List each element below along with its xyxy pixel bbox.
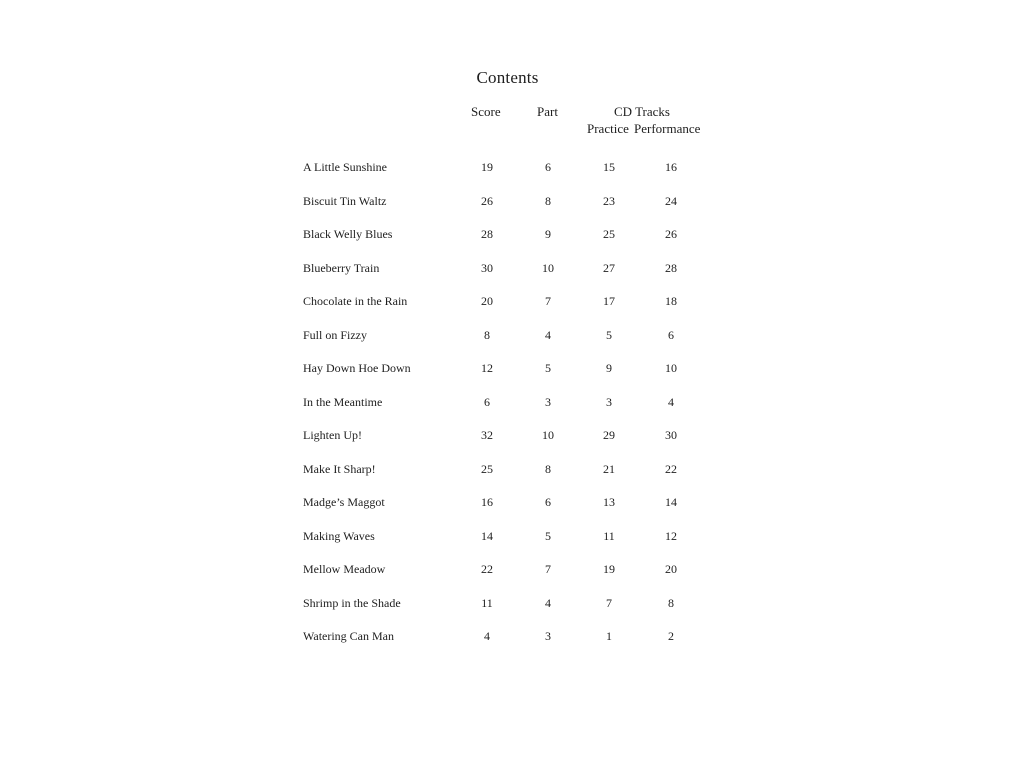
- performance-track: 12: [665, 528, 677, 543]
- piece-title: Making Waves: [303, 528, 375, 543]
- performance-track: 18: [665, 294, 677, 308]
- performance-track: 4: [668, 394, 674, 409]
- part-page: 8: [545, 461, 551, 476]
- practice-track: 1: [606, 629, 612, 643]
- column-header-practice: Practice: [587, 121, 629, 136]
- score-page: 30: [481, 260, 493, 275]
- table-row: [0, 629, 1024, 663]
- column-header-cd-tracks: CD Tracks: [614, 104, 670, 119]
- practice-track: 13: [603, 495, 615, 509]
- piece-title: Shrimp in the Shade: [303, 595, 401, 610]
- piece-title: Hay Down Hoe Down: [303, 361, 411, 375]
- table-row: [0, 562, 1024, 596]
- practice-track: 7: [606, 595, 612, 610]
- part-page: 4: [545, 327, 551, 342]
- part-page: 6: [545, 160, 551, 174]
- practice-track: 11: [603, 528, 615, 543]
- practice-track: 21: [603, 461, 615, 476]
- table-row: [0, 328, 1024, 362]
- score-page: 12: [481, 361, 493, 375]
- table-row: [0, 294, 1024, 328]
- score-page: 6: [484, 394, 490, 409]
- performance-track: 20: [665, 562, 677, 576]
- piece-title: Madge’s Maggot: [303, 495, 385, 509]
- table-row: [0, 395, 1024, 429]
- performance-track: 6: [668, 327, 674, 342]
- table-row: [0, 596, 1024, 630]
- part-page: 7: [545, 294, 551, 308]
- performance-track: 10: [665, 361, 677, 375]
- piece-title: Full on Fizzy: [303, 327, 368, 342]
- practice-track: 3: [606, 394, 612, 409]
- performance-track: 8: [668, 595, 674, 610]
- table-row: [0, 495, 1024, 529]
- part-page: 5: [545, 528, 551, 543]
- part-page: 10: [542, 260, 554, 275]
- score-page: 19: [481, 160, 493, 174]
- piece-title: Watering Can Man: [303, 629, 395, 643]
- piece-title: A Little Sunshine: [303, 160, 387, 174]
- score-page: 32: [481, 428, 493, 442]
- part-page: 10: [542, 428, 554, 442]
- practice-track: 25: [603, 227, 615, 241]
- score-page: 8: [484, 327, 490, 342]
- practice-track: 27: [603, 260, 615, 275]
- practice-track: 9: [606, 361, 612, 375]
- practice-track: 5: [606, 327, 612, 342]
- column-header-performance: Performance: [634, 121, 701, 136]
- table-row: [0, 529, 1024, 563]
- piece-title: Chocolate in the Rain: [303, 294, 408, 308]
- part-page: 5: [545, 361, 551, 375]
- contents-table: [0, 160, 1024, 663]
- table-row: [0, 227, 1024, 261]
- performance-track: 22: [665, 461, 677, 476]
- piece-title: In the Meantime: [303, 394, 383, 409]
- score-page: 16: [481, 495, 493, 509]
- piece-title: Lighten Up!: [303, 428, 362, 442]
- piece-title: Mellow Meadow: [303, 562, 386, 576]
- performance-track: 2: [668, 629, 674, 643]
- performance-track: 26: [665, 227, 677, 241]
- part-page: 4: [545, 595, 551, 610]
- practice-track: 29: [603, 428, 615, 442]
- piece-title: Black Welly Blues: [303, 227, 393, 241]
- column-header-part: Part: [537, 104, 558, 119]
- practice-track: 23: [603, 193, 615, 208]
- table-row: [0, 194, 1024, 228]
- practice-track: 17: [603, 294, 615, 308]
- performance-track: 14: [665, 495, 677, 509]
- score-page: 4: [484, 629, 490, 643]
- piece-title: Blueberry Train: [303, 260, 380, 275]
- part-page: 6: [545, 495, 551, 509]
- table-row: [0, 361, 1024, 395]
- practice-track: 15: [603, 160, 615, 174]
- column-header-score: Score: [471, 104, 501, 119]
- part-page: 9: [545, 227, 551, 241]
- score-page: 28: [481, 227, 493, 241]
- score-page: 20: [481, 294, 493, 308]
- table-row: [0, 428, 1024, 462]
- score-page: 25: [481, 461, 493, 476]
- practice-track: 19: [603, 562, 615, 576]
- part-page: 3: [545, 629, 551, 643]
- table-row: [0, 261, 1024, 295]
- page-title: Contents: [476, 68, 539, 87]
- score-page: 14: [481, 528, 493, 543]
- table-row: [0, 462, 1024, 496]
- part-page: 7: [545, 562, 551, 576]
- performance-track: 30: [665, 428, 677, 442]
- table-row: [0, 160, 1024, 194]
- score-page: 26: [481, 193, 493, 208]
- score-page: 22: [481, 562, 493, 576]
- performance-track: 24: [665, 193, 677, 208]
- performance-track: 28: [665, 260, 677, 275]
- performance-track: 16: [665, 160, 677, 174]
- piece-title: Make It Sharp!: [303, 461, 376, 476]
- score-page: 11: [481, 595, 493, 610]
- part-page: 3: [545, 394, 551, 409]
- part-page: 8: [545, 193, 551, 208]
- piece-title: Biscuit Tin Waltz: [303, 193, 387, 208]
